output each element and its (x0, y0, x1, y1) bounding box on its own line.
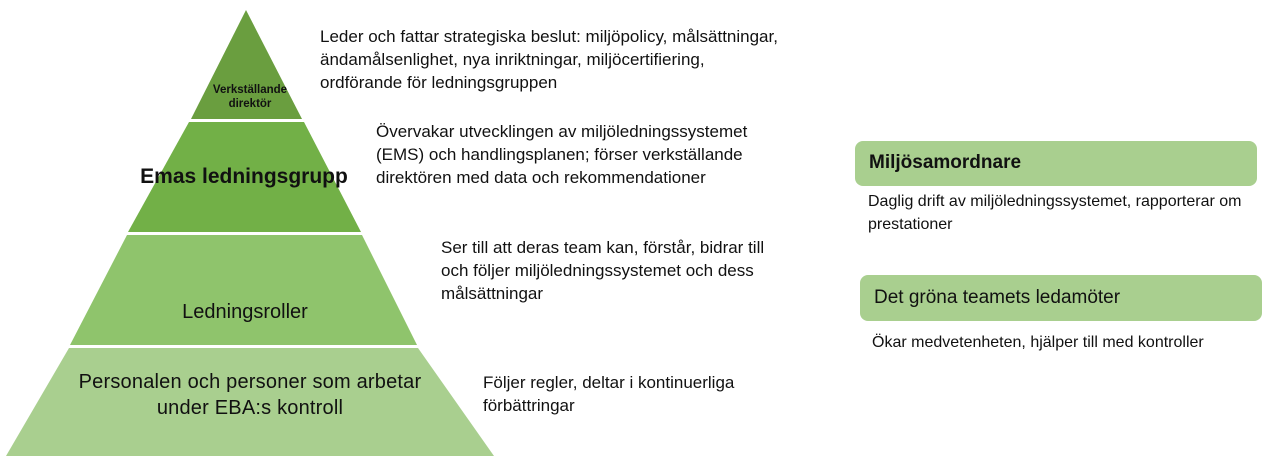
tier-label-emas-management-group: Emas ledningsgrupp (140, 165, 348, 188)
pyramid-tier-3-shape (70, 235, 417, 345)
tier-description-executive-director: Leder och fattar strategiska beslut: miljöpolicy, målsättningar, ändamålsenlighet, nya inriktningar, miljöcertifiering, ordförande för ledningsgruppen (320, 27, 778, 92)
role-description-green-team-members: Ökar medvetenheten, hjälper till med kontroller (872, 334, 1204, 351)
tier-description-staff: Följer regler, deltar i kontinuerliga förbättringar (483, 373, 735, 415)
tier-description-emas-management-group: Övervakar utvecklingen av miljöledningssystemet (EMS) och handlingsplanen; förser verkställande direktören med data och rekommendationer (376, 122, 748, 187)
tier-description-management-roles: Ser till att deras team kan, förstår, bidrar till och följer miljöledningssystemet och dess målsättningar (441, 238, 765, 303)
tier-label-management-roles: Ledningsroller (182, 301, 308, 323)
tier-label-executive-director: Verkställande direktör (212, 84, 288, 110)
tier-label-staff: Personalen och personer som arbetar under EBA:s kontroll (78, 371, 422, 419)
role-box-environmental-coordinator: Miljösamordnare (855, 141, 1257, 186)
role-description-environmental-coordinator: Daglig drift av miljöledningssystemet, rapporterar om prestationer (868, 193, 1242, 233)
role-box-green-team-members: Det gröna teamets ledamöter (860, 275, 1262, 321)
